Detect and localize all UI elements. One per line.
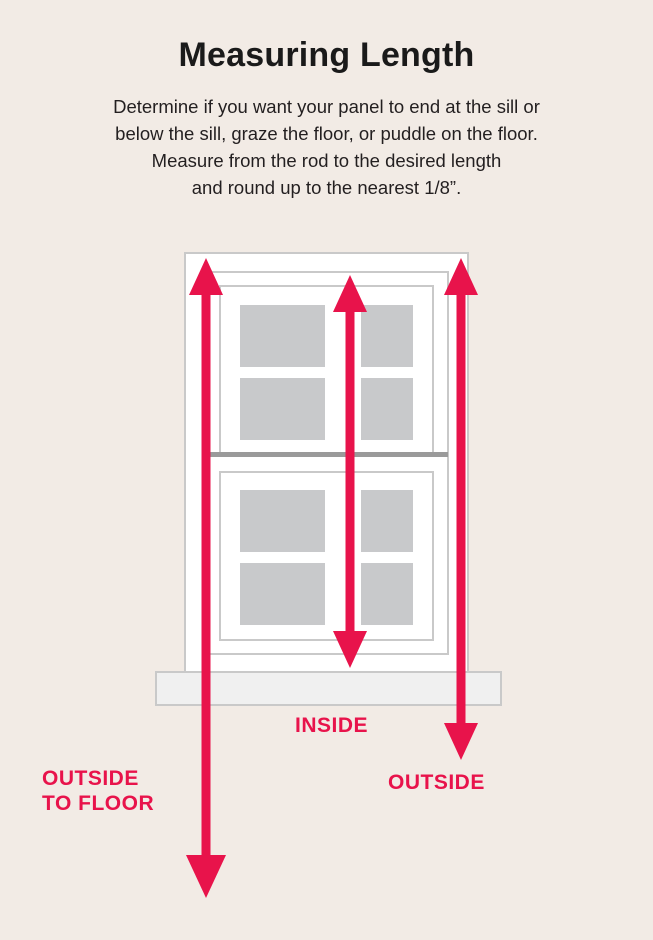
subtitle-line-1: Determine if you want your panel to end at the sill or [113, 96, 540, 117]
subtitle-line-4: and round up to the nearest 1/8”. [191, 177, 462, 198]
window-lower-sash [220, 472, 433, 640]
outside-label: OUTSIDE [388, 771, 485, 794]
window-upper-sash [220, 286, 433, 454]
inside-label: INSIDE [295, 714, 369, 737]
subtitle-line-3: Measure from the rod to the desired length [151, 150, 502, 171]
outside-to-floor-label-line2: TO FLOOR [42, 792, 155, 815]
page-title: Measuring Length [178, 36, 475, 74]
window-meeting-rail [205, 452, 448, 457]
outside-to-floor-label-line1: OUTSIDE [42, 767, 139, 790]
subtitle-line-2: below the sill, graze the floor, or puddle on the floor. [115, 123, 538, 144]
outside-to-floor-label [42, 766, 154, 816]
